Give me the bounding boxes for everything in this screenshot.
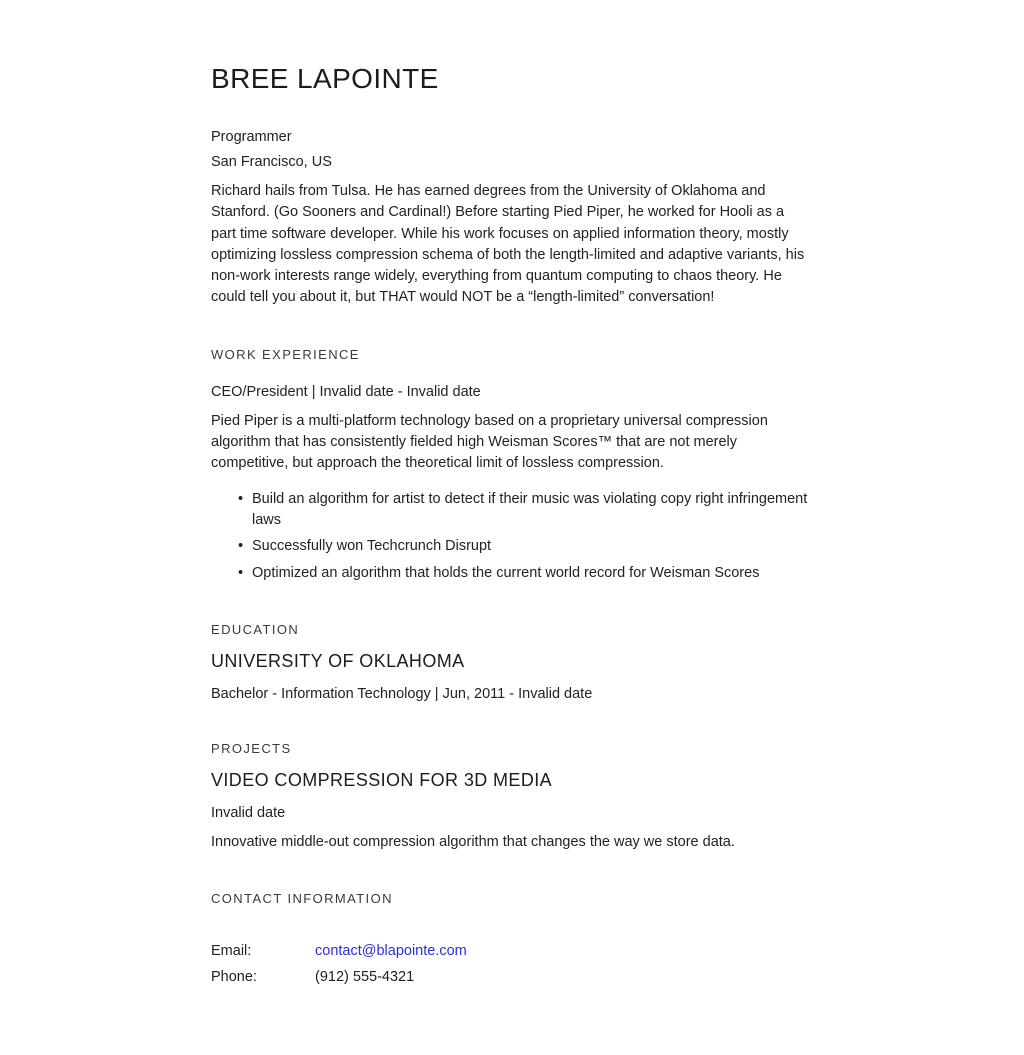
contact-row-phone — [211, 969, 811, 986]
work-highlight-item: • Build an algorithm for artist to detect if their music was violating copy right infringement laws — [238, 489, 811, 532]
contact-row-email — [211, 943, 811, 960]
phone-value: (912) 555-4321 — [315, 969, 415, 986]
work-description: Pied Piper is a multi-platform technology based on a proprietary universal compression algorithm that has consistently fielded high Weisman Scores™ that are not merely competitive, but approach the theoretical limit of lossless compression. — [211, 412, 768, 472]
email-link[interactable]: contact@blapointe.com — [315, 943, 467, 960]
resume-page — [211, 0, 811, 1055]
resume-name: BREE LAPOINTE — [211, 63, 439, 94]
section-heading-education: EDUCATION — [211, 621, 300, 637]
job-title: Programmer — [211, 129, 292, 145]
work-highlight-item: • Optimized an algorithm that holds the current world record for Weisman Scores — [238, 563, 811, 584]
section-heading-contact: CONTACT INFORMATION — [211, 891, 393, 907]
work-highlight-item: • Successfully won Techcrunch Disrupt — [238, 536, 811, 557]
contact-label-phone: Phone: — [211, 969, 257, 986]
work-title-line: CEO/President | Invalid date - Invalid date — [211, 383, 481, 400]
contact-rows — [211, 943, 811, 986]
contact-label-email: Email: — [211, 943, 252, 960]
section-heading-projects: PROJECTS — [211, 740, 292, 756]
project-date: Invalid date — [211, 804, 286, 821]
location-line: San Francisco, US — [211, 154, 332, 170]
work-highlights-list — [211, 489, 811, 584]
project-description: Innovative middle-out compression algorithm that changes the way we store data. — [211, 833, 735, 850]
education-degree-line: Bachelor - Information Technology | Jun, 2011 - Invalid date — [211, 685, 593, 702]
project-title: VIDEO COMPRESSION FOR 3D MEDIA — [211, 769, 553, 790]
section-heading-work-experience: WORK EXPERIENCE — [211, 346, 360, 362]
summary-text: Richard hails from Tulsa. He has earned degrees from the University of Oklahoma and Stanford. (Go Sooners and Cardinal!) Before starting Pied Piper, he worked for Hooli as a part time software developer. While his work focuses on applied information theory, mostly optimizing lossless compression schema of both the length-limited and adaptive variants, his non-work interests range widely, everything from quantum computing to chaos theory. He could tell you about it, but THAT would NOT be a “length-limited” conversation! — [211, 183, 805, 306]
education-school-name: UNIVERSITY OF OKLAHOMA — [211, 650, 465, 671]
